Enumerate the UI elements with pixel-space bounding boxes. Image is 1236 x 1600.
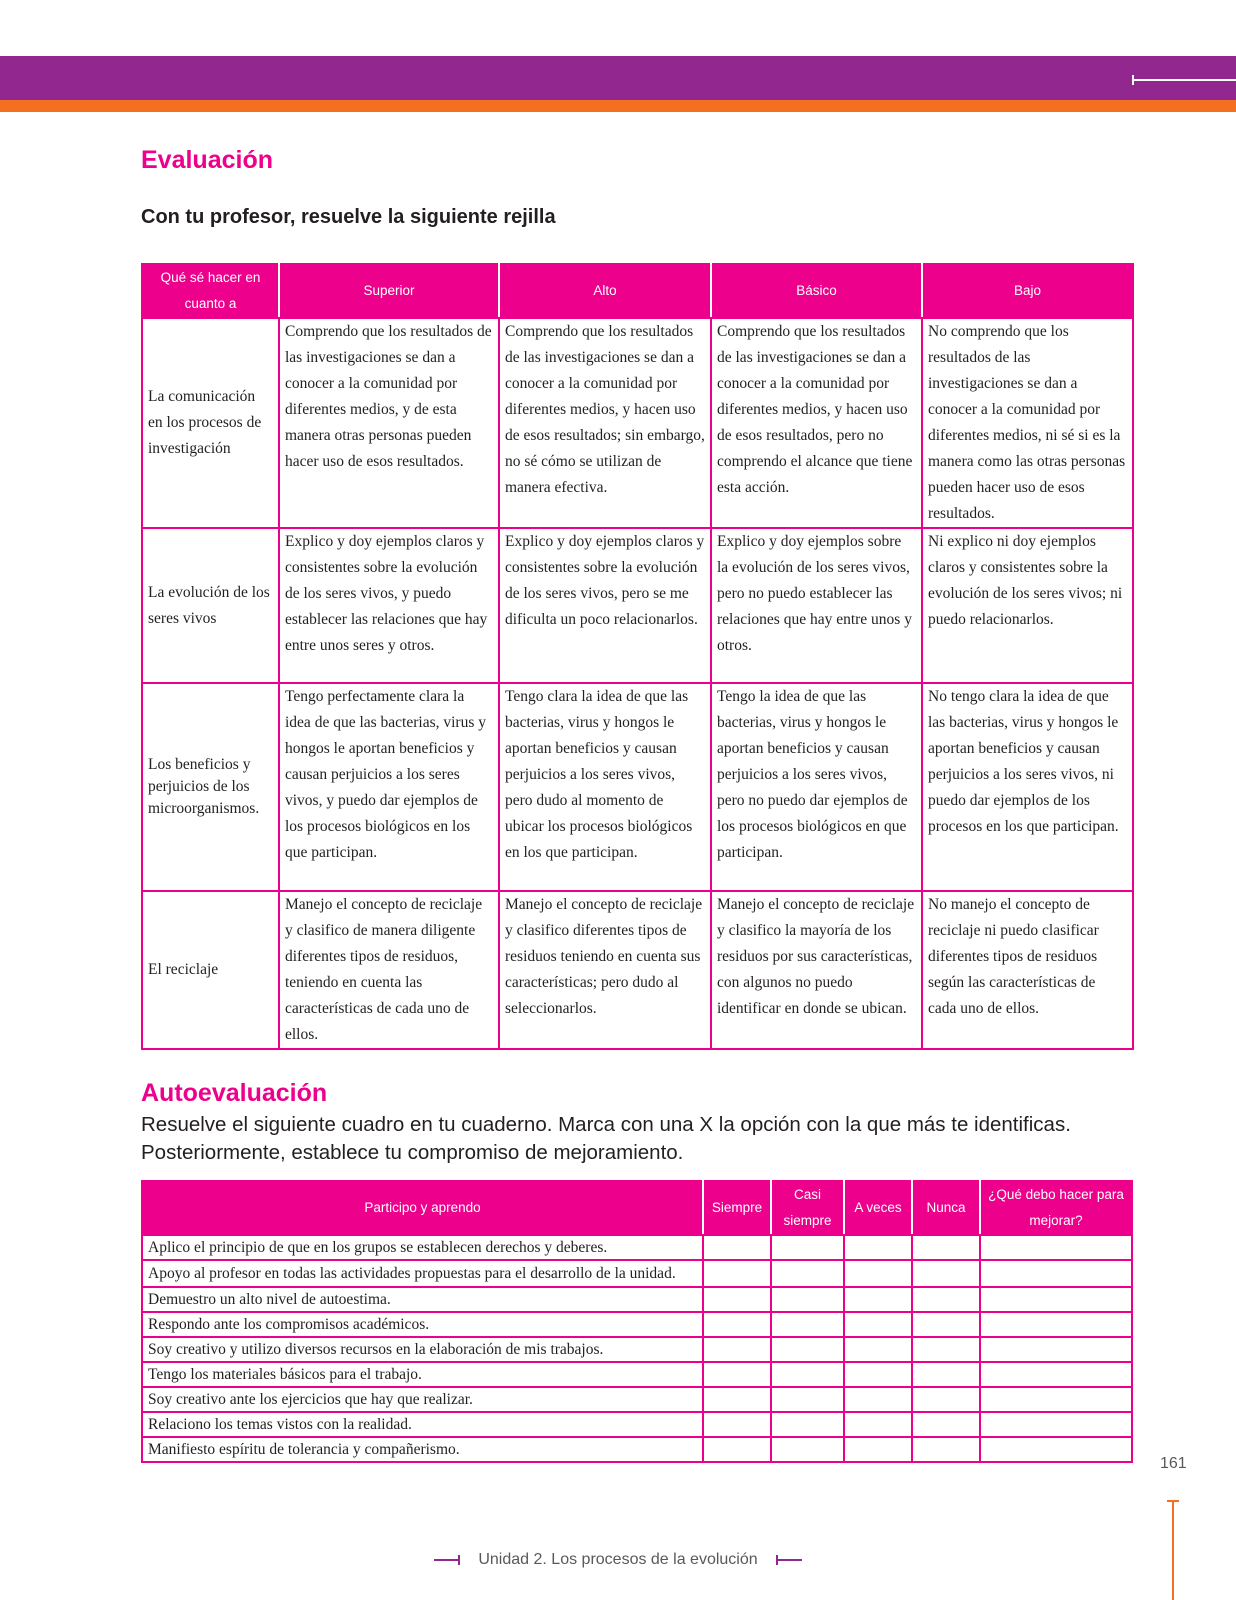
self-row: [142, 1387, 1132, 1412]
self-check-nunca[interactable]: [912, 1312, 980, 1337]
rubric-cell-basico: Manejo el concepto de reciclaje y clasifico la mayoría de los residuos por sus características, con algunos no puedo identificar en donde se ubican.: [711, 891, 922, 1049]
self-improve-cell[interactable]: [980, 1260, 1132, 1287]
self-row: [142, 1287, 1132, 1312]
self-check-a-veces[interactable]: [844, 1337, 912, 1362]
self-check-siempre[interactable]: [703, 1337, 771, 1362]
rubric-header-superior: Superior: [279, 264, 499, 318]
self-check-casi-siempre[interactable]: [771, 1337, 844, 1362]
self-check-siempre[interactable]: [703, 1387, 771, 1412]
rubric-cell-basico: Explico y doy ejemplos sobre la evolución de los seres vivos, pero no puedo establecer las relaciones que hay entre unos y otros.: [711, 528, 922, 683]
rubric-cell-superior: Tengo perfectamente clara la idea de que las bacterias, virus y hongos le aportan beneficios y causan perjuicios a los seres vivos, y puedo dar ejemplos de los procesos biológicos en los que participan.: [279, 683, 499, 891]
rubric-criterion: El reciclaje: [142, 891, 279, 1049]
self-item: Aplico el principio de que en los grupos se establecen derechos y deberes.: [142, 1235, 703, 1260]
self-improve-cell[interactable]: [980, 1362, 1132, 1387]
rubric-cell-superior: Explico y doy ejemplos claros y consistentes sobre la evolución de los seres vivos, y puedo establecer las relaciones que hay entre unos seres y otros.: [279, 528, 499, 683]
rubric-cell-alto: Comprendo que los resultados de las investigaciones se dan a conocer a la comunidad por diferentes medios, y hacen uso de esos resultados; sin embargo, no sé cómo se utilizan de manera efectiva.: [499, 318, 711, 528]
self-improve-cell[interactable]: [980, 1412, 1132, 1437]
self-check-casi-siempre[interactable]: [771, 1412, 844, 1437]
self-check-a-veces[interactable]: [844, 1412, 912, 1437]
self-check-siempre[interactable]: [703, 1312, 771, 1337]
page-number: 161: [1160, 1455, 1187, 1472]
self-row: [142, 1437, 1132, 1462]
self-check-siempre[interactable]: [703, 1362, 771, 1387]
evaluation-subtitle: Con tu profesor, resuelve la siguiente rejilla: [141, 206, 556, 228]
rubric-cell-basico: Tengo la idea de que las bacterias, virus y hongos le aportan beneficios y causan perjuicios a los seres vivos, pero no puedo dar ejemplos de los procesos biológicos en que participan.: [711, 683, 922, 891]
self-item: Apoyo al profesor en todas las actividades propuestas para el desarrollo de la unidad.: [142, 1260, 703, 1287]
self-assessment-instructions: Resuelve el siguiente cuadro en tu cuaderno. Marca con una X la opción con la que más te identificas. Posteriormente, establece tu compromiso de mejoramiento.: [141, 1113, 1071, 1164]
self-row: [142, 1337, 1132, 1362]
self-check-siempre[interactable]: [703, 1260, 771, 1287]
rubric-header-alto: Alto: [499, 264, 711, 318]
footer-unit-title: Los procesos de la evolución: [551, 1551, 758, 1568]
self-item: Manifiesto espíritu de tolerancia y compañerismo.: [142, 1437, 703, 1462]
self-header-a-veces: A veces: [844, 1181, 912, 1235]
rubric-criterion: La evolución de los seres vivos: [142, 528, 279, 683]
self-header-casi-siempre: Casi siempre: [771, 1181, 844, 1235]
self-row: [142, 1235, 1132, 1260]
self-header-row: [142, 1181, 1132, 1235]
self-improve-cell[interactable]: [980, 1387, 1132, 1412]
header-band-orange: [0, 100, 1236, 112]
self-check-casi-siempre[interactable]: [771, 1260, 844, 1287]
self-check-casi-siempre[interactable]: [771, 1387, 844, 1412]
rubric-cell-basico: Comprendo que los resultados de las investigaciones se dan a conocer a la comunidad por diferentes medios, y hacen uso de esos resultados, pero no comprendo el alcance que tiene esta acción.: [711, 318, 922, 528]
self-check-nunca[interactable]: [912, 1287, 980, 1312]
rubric-header-bajo: Bajo: [922, 264, 1133, 318]
self-improve-cell[interactable]: [980, 1235, 1132, 1260]
self-check-a-veces[interactable]: [844, 1387, 912, 1412]
rubric-cell-superior: Comprendo que los resultados de las investigaciones se dan a conocer a la comunidad por diferentes medios, y de esta manera otras personas pueden hacer uso de esos resultados.: [279, 318, 499, 528]
rubric-row: [142, 891, 1133, 1049]
rubric-cell-bajo: No manejo el concepto de reciclaje ni puedo clasificar diferentes tipos de residuos según las características de cada uno de ellos.: [922, 891, 1133, 1049]
page-footer: [0, 1551, 1236, 1569]
self-assessment-table: [141, 1180, 1133, 1463]
self-item: Soy creativo y utilizo diversos recursos en la elaboración de mis trabajos.: [142, 1337, 703, 1362]
rubric-criterion: Los beneficios y perjuicios de los microorganismos.: [142, 683, 279, 891]
self-check-a-veces[interactable]: [844, 1437, 912, 1462]
rubric-cell-alto: Tengo clara la idea de que las bacterias, virus y hongos le aportan beneficios y causan perjuicios a los seres vivos, pero dudo al momento de ubicar los procesos biológicos en los que participan.: [499, 683, 711, 891]
self-item: Respondo ante los compromisos académicos.: [142, 1312, 703, 1337]
self-row: [142, 1412, 1132, 1437]
rubric-header-basico: Básico: [711, 264, 922, 318]
self-check-nunca[interactable]: [912, 1437, 980, 1462]
self-check-nunca[interactable]: [912, 1337, 980, 1362]
self-check-casi-siempre[interactable]: [771, 1287, 844, 1312]
self-assessment-title: Autoevaluación: [141, 1079, 328, 1107]
rubric-cell-bajo: No comprendo que los resultados de las investigaciones se dan a conocer a la comunidad por diferentes medios, ni sé si es la manera como las otras personas pueden hacer uso de esos resultados.: [922, 318, 1133, 528]
self-improve-cell[interactable]: [980, 1287, 1132, 1312]
self-check-casi-siempre[interactable]: [771, 1235, 844, 1260]
header-tick-mark: [1132, 79, 1236, 81]
self-check-siempre[interactable]: [703, 1412, 771, 1437]
self-item: Tengo los materiales básicos para el trabajo.: [142, 1362, 703, 1387]
self-check-siempre[interactable]: [703, 1437, 771, 1462]
self-improve-cell[interactable]: [980, 1437, 1132, 1462]
self-header-participo: Participo y aprendo: [142, 1181, 703, 1235]
self-check-a-veces[interactable]: [844, 1235, 912, 1260]
self-improve-cell[interactable]: [980, 1337, 1132, 1362]
self-check-siempre[interactable]: [703, 1235, 771, 1260]
self-header-mejorar: ¿Qué debo hacer para mejorar?: [980, 1181, 1132, 1235]
self-check-a-veces[interactable]: [844, 1260, 912, 1287]
self-header-siempre: Siempre: [703, 1181, 771, 1235]
self-header-nunca: Nunca: [912, 1181, 980, 1235]
self-check-nunca[interactable]: [912, 1412, 980, 1437]
self-check-siempre[interactable]: [703, 1287, 771, 1312]
header-band-purple: [0, 56, 1236, 100]
self-check-nunca[interactable]: [912, 1235, 980, 1260]
self-check-nunca[interactable]: [912, 1362, 980, 1387]
self-check-a-veces[interactable]: [844, 1362, 912, 1387]
evaluation-title: Evaluación: [141, 146, 273, 174]
footer-unit: Unidad 2.: [478, 1551, 547, 1568]
rubric-cell-alto: Manejo el concepto de reciclaje y clasifico diferentes tipos de residuos teniendo en cuenta sus características; pero dudo al seleccionarlos.: [499, 891, 711, 1049]
footer-right-mark: [776, 1559, 802, 1561]
rubric-criterion: La comunicación en los procesos de investigación: [142, 318, 279, 528]
rubric-cell-alto: Explico y doy ejemplos claros y consistentes sobre la evolución de los seres vivos, pero se me dificulta un poco relacionarlos.: [499, 528, 711, 683]
footer-left-mark: [434, 1559, 460, 1561]
rubric-header-row: [142, 264, 1133, 318]
self-item: Soy creativo ante los ejercicios que hay que realizar.: [142, 1387, 703, 1412]
self-item: Demuestro un alto nivel de autoestima.: [142, 1287, 703, 1312]
self-row: [142, 1260, 1132, 1287]
self-row: [142, 1362, 1132, 1387]
evaluation-rubric-table: [141, 263, 1134, 1050]
self-check-casi-siempre[interactable]: [771, 1362, 844, 1387]
rubric-row: [142, 318, 1133, 528]
rubric-cell-bajo: No tengo clara la idea de que las bacterias, virus y hongos le aportan beneficios y causan perjuicios a los seres vivos, ni puedo dar ejemplos de los procesos en los que participan.: [922, 683, 1133, 891]
rubric-row: [142, 528, 1133, 683]
self-check-nunca[interactable]: [912, 1387, 980, 1412]
self-check-a-veces[interactable]: [844, 1312, 912, 1337]
self-improve-cell[interactable]: [980, 1312, 1132, 1337]
rubric-cell-bajo: Ni explico ni doy ejemplos claros y consistentes sobre la evolución de los seres vivos; ni puedo relacionarlos.: [922, 528, 1133, 683]
rubric-header-criterion: Qué sé hacer en cuanto a: [142, 264, 279, 318]
page-number-rule: [1172, 1500, 1174, 1600]
self-check-a-veces[interactable]: [844, 1287, 912, 1312]
self-check-nunca[interactable]: [912, 1260, 980, 1287]
self-row: [142, 1312, 1132, 1337]
rubric-row: [142, 683, 1133, 891]
rubric-cell-superior: Manejo el concepto de reciclaje y clasifico de manera diligente diferentes tipos de residuos, teniendo en cuenta las características de cada uno de ellos.: [279, 891, 499, 1049]
self-check-casi-siempre[interactable]: [771, 1437, 844, 1462]
self-item: Relaciono los temas vistos con la realidad.: [142, 1412, 703, 1437]
self-check-casi-siempre[interactable]: [771, 1312, 844, 1337]
